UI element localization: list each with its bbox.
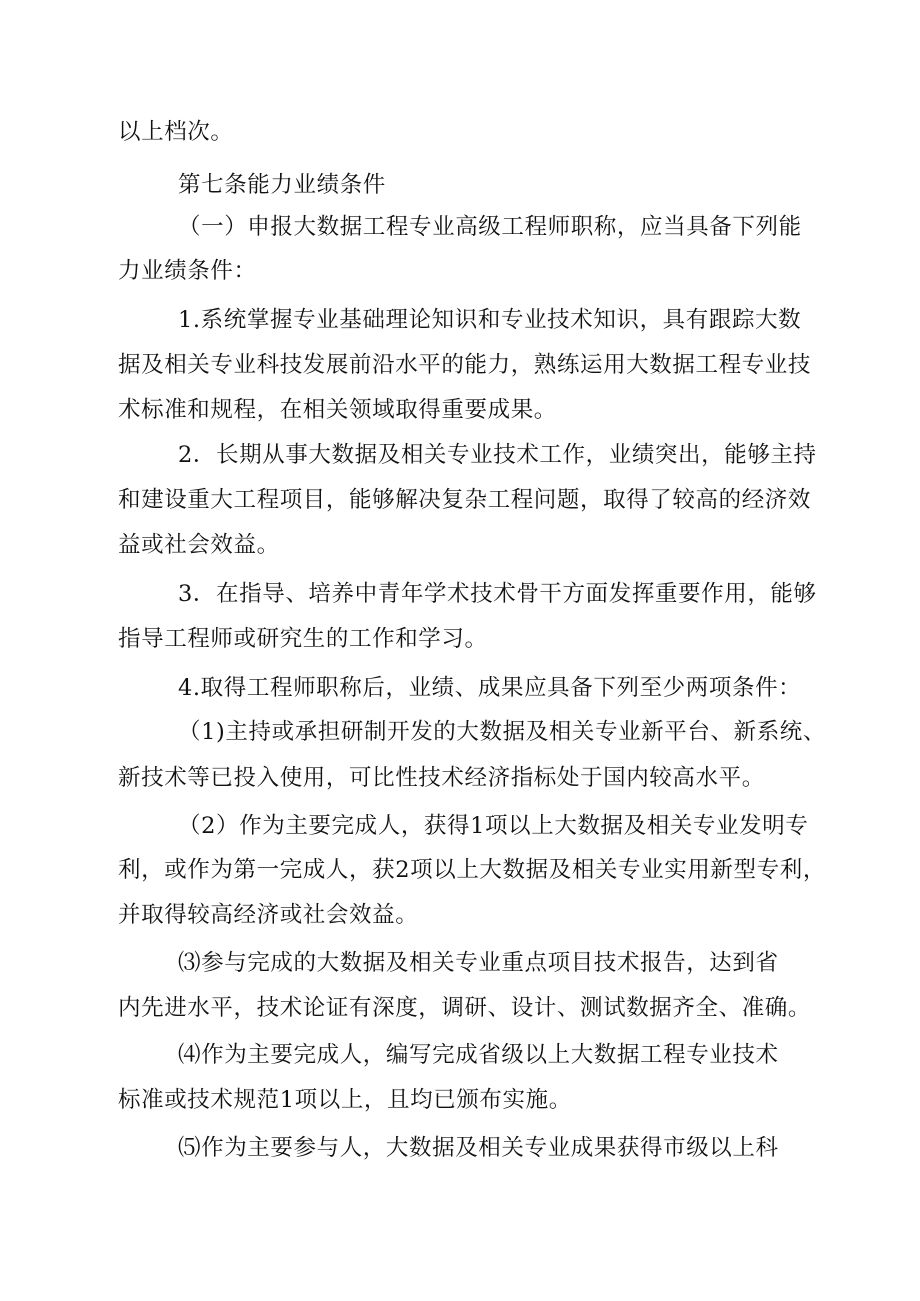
text-line: 并取得较高经济或社会效益。 (118, 902, 419, 928)
text-line: 4.取得工程师职称后，业绩、成果应具备下列至少两项条件： (178, 675, 802, 701)
text-line: 和建设重大工程项目，能够解决复杂工程问题，取得了较高的经济效 (118, 487, 812, 513)
text-line: 内先进水平，技术论证有深度，调研、设计、测试数据齐全、准确。 (118, 995, 812, 1021)
text-line: 新技术等已投入使用，可比性技术经济指标处于国内较高水平。 (118, 765, 765, 791)
text-line: 以上档次。 (118, 119, 234, 145)
text-line: 3．在指导、培养中青年学术技术骨干方面发挥重要作用，能够 (178, 581, 817, 607)
text-line: 力业绩条件： (118, 258, 257, 284)
text-line: 术标准和规程，在相关领域取得重要成果。 (118, 397, 557, 423)
text-line: ⑸作为主要参与人，大数据及相关专业成果获得市级以上科 (178, 1135, 779, 1161)
text-line: 1.系统掌握专业基础理论知识和专业技术知识，具有跟踪大数 (178, 307, 802, 333)
text-line: 标准或技术规范1项以上，且均已颁布实施。 (118, 1087, 572, 1113)
text-line: 据及相关专业科技发展前沿水平的能力，熟练运用大数据工程专业技 (118, 352, 812, 378)
text-line: 2．长期从事大数据及相关专业技术工作，业绩突出，能够主持 (178, 442, 817, 468)
text-line: 益或社会效益。 (118, 532, 280, 558)
text-line: （一）申报大数据工程专业高级工程师职称，应当具备下列能 (178, 214, 802, 240)
text-line: （2）作为主要完成人，获得1项以上大数据及相关专业发明专 (178, 813, 809, 839)
text-line: ⑶参与完成的大数据及相关专业重点项目技术报告，达到省 (178, 950, 779, 976)
article-heading: 第七条能力业绩条件 (178, 172, 386, 198)
text-line: 指导工程师或研究生的工作和学习。 (118, 626, 488, 652)
text-line: （1)主持或承担研制开发的大数据及相关专业新平台、新系统、 (178, 719, 826, 745)
text-line: 利，或作为第一完成人，获2项以上大数据及相关专业实用新型专利， (118, 857, 826, 883)
text-line: ⑷作为主要完成人，编写完成省级以上大数据工程专业技术 (178, 1042, 779, 1068)
